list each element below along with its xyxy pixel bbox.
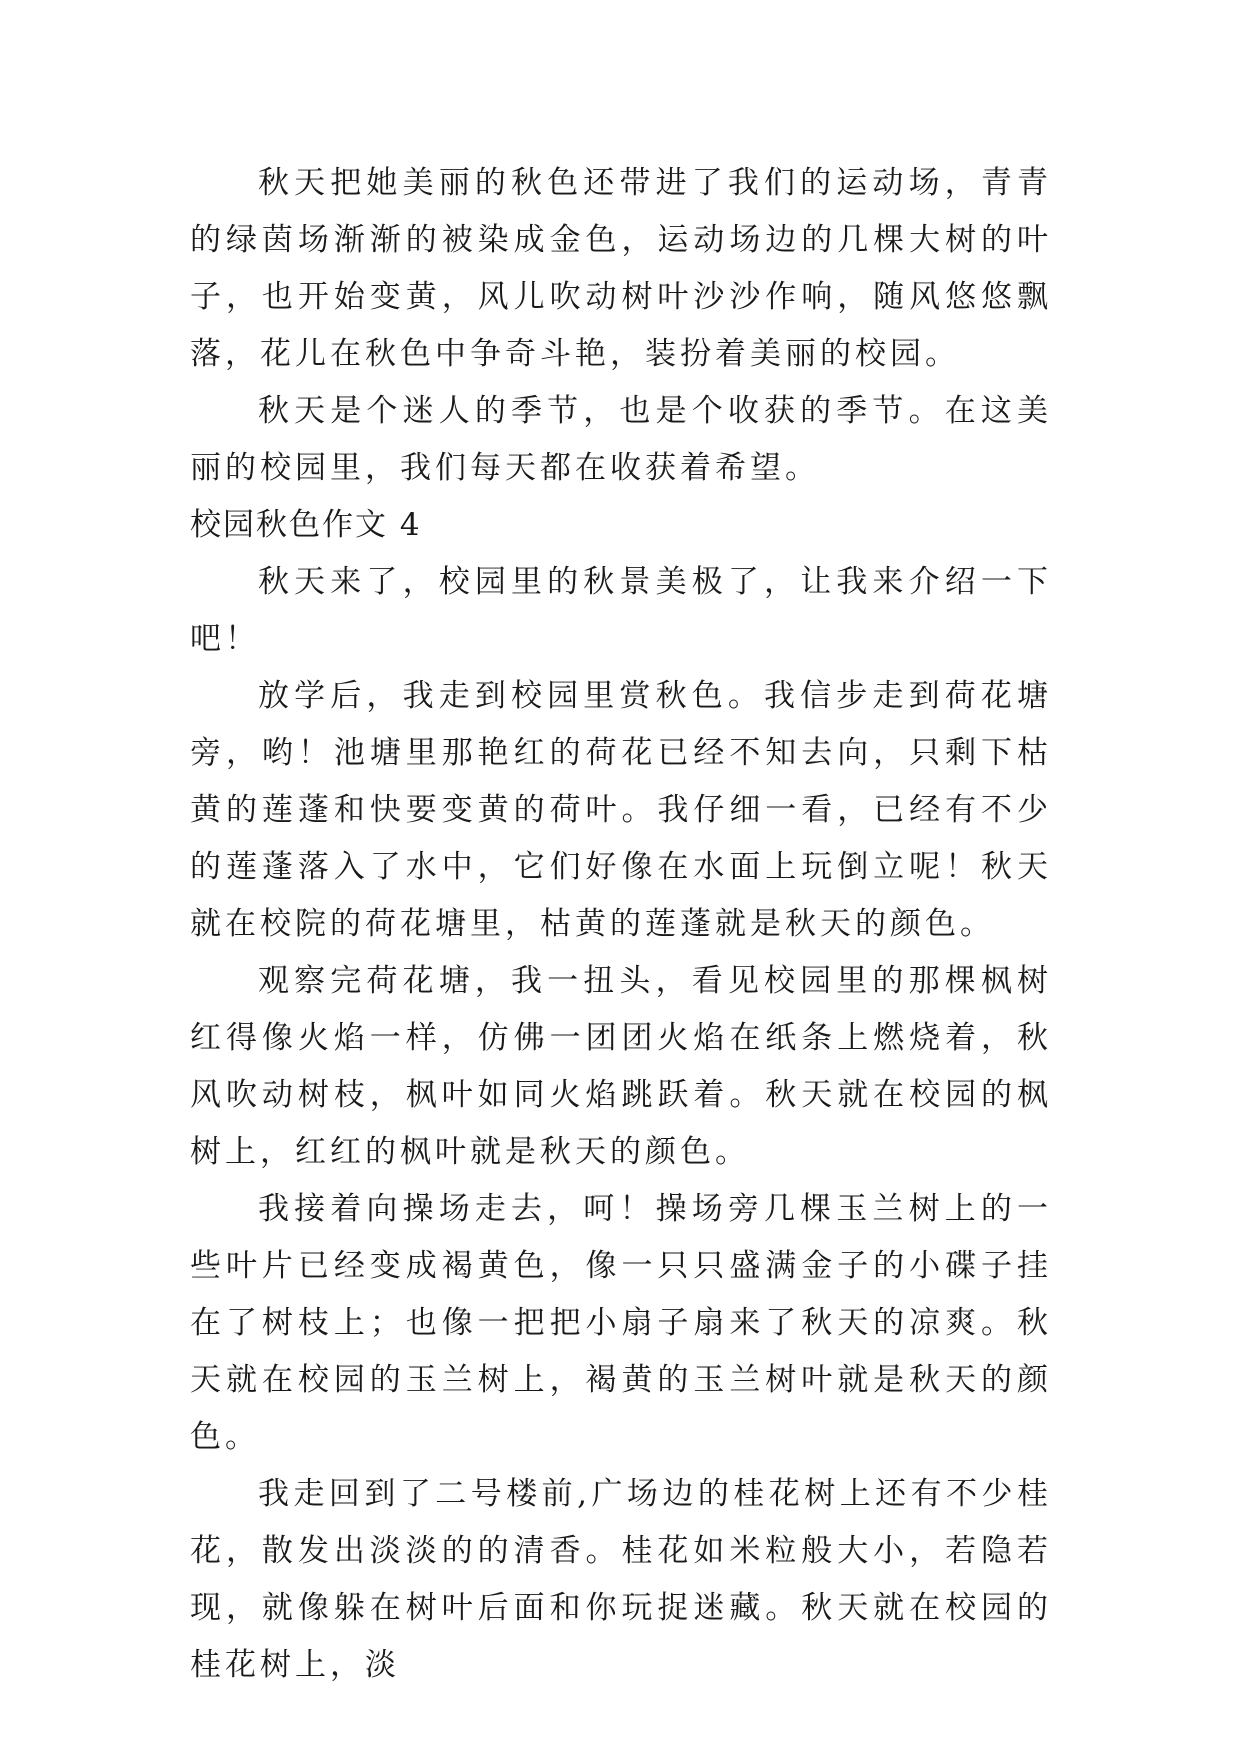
paragraph-autumn-sports-field: 秋天把她美丽的秋色还带进了我们的运动场，青青的绿茵场渐渐的被染成金色，运动场边的几棵大树的叶子，也开始变黄，风儿吹动树叶沙沙作响，随风悠悠飘落，花儿在秋色中争奇斗艳，装扮着美丽的校园。 <box>190 165 1052 372</box>
document-body <box>190 155 1052 1694</box>
paragraph-magnolia-tree: 我接着向操场走去，呵！操场旁几棵玉兰树上的一些叶片已经变成褐黄色，像一只只盛满金子的小碟子挂在了树枝上；也像一把把小扇子扇来了秋天的凉爽。秋天就在校园的玉兰树上，褐黄的玉兰树叶就是秋天的颜色。 <box>190 1191 1052 1455</box>
paragraph-intro: 秋天来了，校园里的秋景美极了，让我来介绍一下吧！ <box>190 564 1052 657</box>
paragraph-osmanthus-tree: 我走回到了二号楼前,广场边的桂花树上还有不少桂花，散发出淡淡的的清香。桂花如米粒般大小，若隐若现，就像躲在树叶后面和你玩捉迷藏。秋天就在校园的桂花树上，淡 <box>190 1476 1052 1683</box>
essay-heading: 校园秋色作文 4 <box>190 507 422 543</box>
paragraph-maple-tree: 观察完荷花塘，我一扭头，看见校园里的那棵枫树红得像火焰一样，仿佛一团团火焰在纸条上燃烧着，秋风吹动树枝，枫叶如同火焰跳跃着。秋天就在校园的枫树上，红红的枫叶就是秋天的颜色。 <box>190 963 1052 1170</box>
paragraph-harvest-season: 秋天是个迷人的季节，也是个收获的季节。在这美丽的校园里，我们每天都在收获着希望。 <box>190 393 1052 486</box>
paragraph-lotus-pond: 放学后，我走到校园里赏秋色。我信步走到荷花塘旁，哟！池塘里那艳红的荷花已经不知去向，只剩下枯黄的莲蓬和快要变黄的荷叶。我仔细一看，已经有不少的莲蓬落入了水中，它们好像在水面上玩倒立呢！秋天就在校院的荷花塘里，枯黄的莲蓬就是秋天的颜色。 <box>190 678 1052 942</box>
